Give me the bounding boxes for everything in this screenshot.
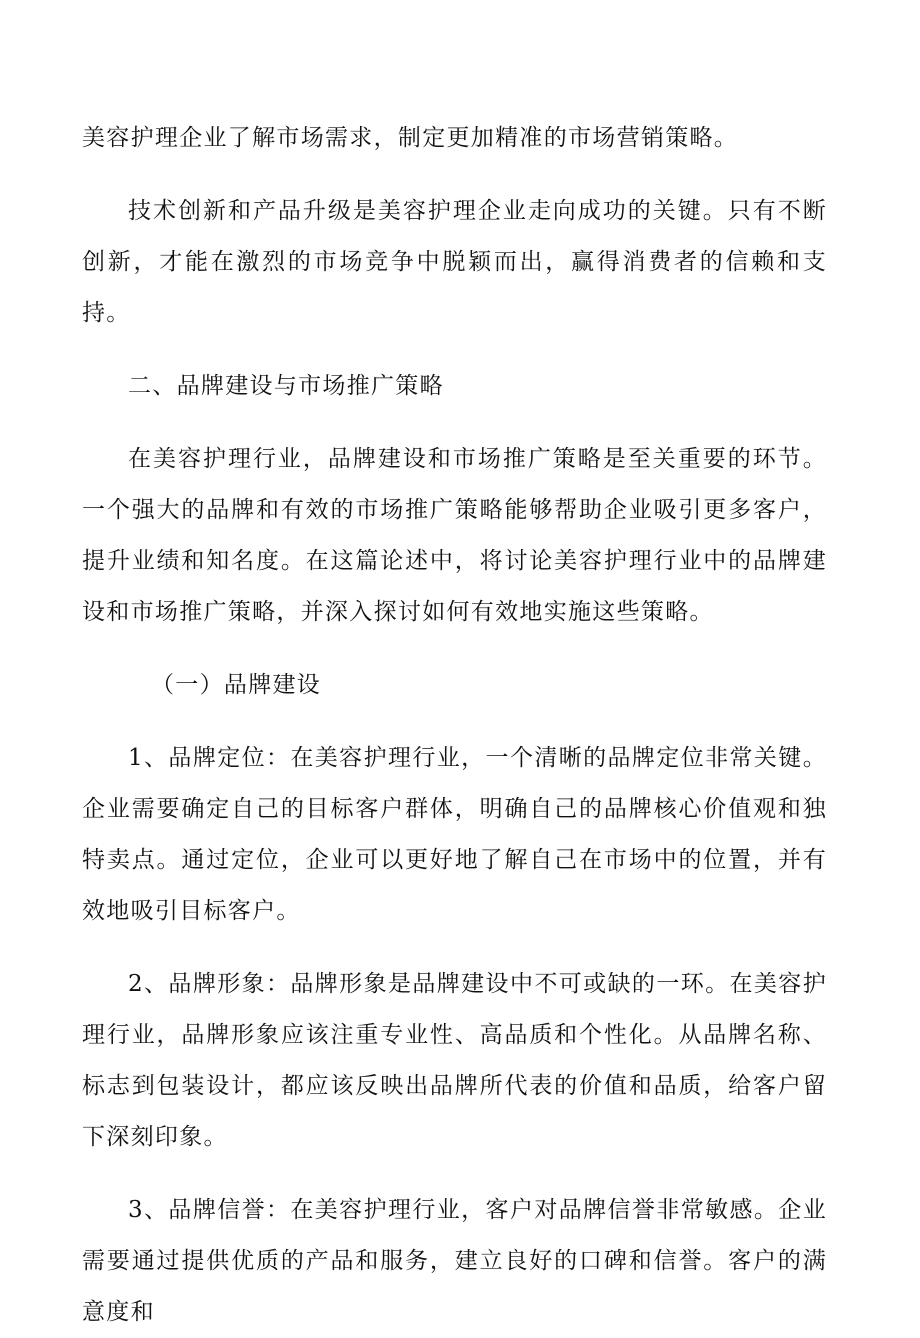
paragraph-gap xyxy=(82,937,827,959)
section-heading: 二、品牌建设与市场推广策略 xyxy=(128,373,444,399)
paragraph-intro: 在美容护理行业，品牌建设和市场推广策略是至关重要的环节。一个强大的品牌和有效的市场推广策略能够帮助企业吸引更多客户，提升业绩和知名度。在这篇论述中，将讨论美容护理行业中的品牌建设和市场推广策略，并深入探讨如何有效地实施这些策略。 xyxy=(82,446,827,625)
paragraph-gap xyxy=(82,711,827,733)
document-page xyxy=(82,113,827,1338)
paragraph-gap xyxy=(82,412,827,434)
paragraph-tech-innovation: 技术创新和产品升级是美容护理企业走向成功的关键。只有不断创新，才能在激烈的市场竞争中脱颖而出，赢得消费者的信赖和支持。 xyxy=(82,198,827,326)
paragraph-continuation: 美容护理企业了解市场需求，制定更加精准的市场营销策略。 xyxy=(82,125,739,151)
paragraph-brand-image: 2、品牌形象：品牌形象是品牌建设中不可或缺的一环。在美容护理行业，品牌形象应该注重专业性、高品质和个性化。从品牌名称、标志到包装设计，都应该反映出品牌所代表的价值和品质，给客户留下深刻印象。 xyxy=(82,971,827,1150)
paragraph-brand-reputation: 3、品牌信誉：在美容护理行业，客户对品牌信誉非常敏感。企业需要通过提供优质的产品和服务，建立良好的口碑和信誉。客户的满意度和 xyxy=(82,1197,827,1325)
paragraph-gap xyxy=(82,339,827,361)
paragraph-gap xyxy=(82,638,827,660)
paragraph-gap xyxy=(82,164,827,186)
subsection-heading: （一）品牌建设 xyxy=(151,672,322,698)
paragraph-gap xyxy=(82,1163,827,1185)
paragraph-brand-positioning: 1、品牌定位：在美容护理行业，一个清晰的品牌定位非常关键。企业需要确定自己的目标客户群体，明确自己的品牌核心价值观和独特卖点。通过定位，企业可以更好地了解自己在市场中的位置，并有效地吸引目标客户。 xyxy=(82,745,827,924)
